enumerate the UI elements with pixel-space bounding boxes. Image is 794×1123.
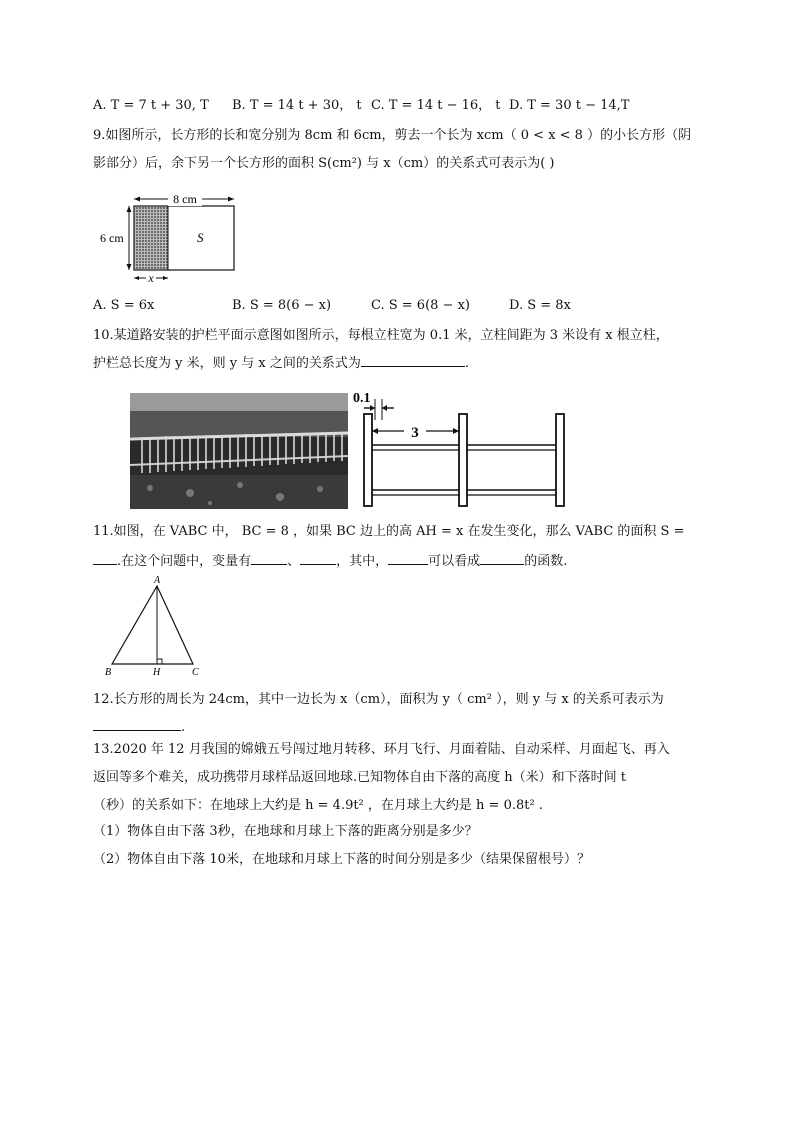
q11-variable1-blank[interactable] bbox=[251, 550, 287, 565]
q9-option-c: C. S = 6(8 − x) bbox=[371, 298, 470, 313]
q12-answer-blank[interactable] bbox=[93, 716, 181, 731]
post-width-label: 0.1 bbox=[353, 391, 371, 406]
post-1 bbox=[364, 414, 372, 506]
spacing-label: 3 bbox=[411, 425, 419, 441]
q13-text-line2: 返回等多个难关，成功携带月球样品返回地球.已知物体自由下落的高度 h（米）和下落时间 t bbox=[93, 770, 626, 785]
foot-h-label: H bbox=[153, 667, 161, 678]
q11-independent-blank[interactable] bbox=[480, 550, 524, 565]
q9-option-a: A. S = 6x bbox=[93, 298, 155, 313]
vertex-a-label: A bbox=[154, 575, 161, 586]
q11-text-line2: .在这个问题中，变量有 、 ，其中， 可以看成 的函数. bbox=[93, 550, 567, 572]
q11-triangle-figure bbox=[100, 574, 210, 678]
q9-option-b: B. S = 8(6 − x) bbox=[232, 298, 332, 313]
shaded-cut-region bbox=[134, 206, 168, 270]
post-3 bbox=[556, 414, 564, 506]
railing-photo bbox=[130, 393, 348, 509]
cut-length-label: x bbox=[148, 271, 154, 285]
vertex-b-label: B bbox=[105, 667, 112, 678]
height-label: 6 cm bbox=[100, 231, 124, 245]
q8-option-b: B. T = 14 t + 30， t bbox=[232, 98, 362, 113]
q9-text-line1: 9.如图所示，长方形的长和宽分别为 8cm 和 6cm，剪去一个长为 xcm（ 0 < x < 8 ）的小长方形（阴 bbox=[93, 128, 692, 143]
q9-text-line2: 影部分）后，余下另一个长方形的面积 S(cm²) 与 x（cm）的关系式可表示为( ) bbox=[93, 156, 555, 171]
q10-text-line2: 护栏总长度为 y 米，则 y 与 x 之间的关系式为 . bbox=[93, 352, 469, 374]
triangle-abc bbox=[112, 586, 193, 664]
q8-option-d: D. T = 30 t − 14,T bbox=[509, 98, 630, 113]
q13-subquestion-1: （1）物体自由下落 3秒，在地球和月球上下落的距离分别是多少？ bbox=[93, 824, 478, 839]
post-2 bbox=[459, 414, 467, 506]
q12-text-line1: 12.长方形的周长为 24cm，其中一边长为 x（cm），面积为 y（ cm² ），则 y 与 x 的关系可表示为 bbox=[93, 692, 664, 707]
q13-text-line1: 13.2020 年 12 月我国的嫦娥五号闯过地月转移、环月飞行、月面着陆、自动采样、月面起飞、再入 bbox=[93, 742, 670, 757]
q13-subquestion-2: （2）物体自由下落 10米，在地球和月球上下落的时间分别是多少（结果保留根号）？ bbox=[93, 852, 590, 867]
vertex-c-label: C bbox=[192, 667, 199, 678]
q10-text-line2-start: 护栏总长度为 y 米，则 y 与 x 之间的关系式为 bbox=[93, 356, 361, 371]
q13-text-line3: （秒）的关系如下：在地球上大约是 h = 4.9t² ，在月球上大约是 h = 0.8t² . bbox=[93, 798, 543, 813]
width-label: 8 cm bbox=[173, 192, 197, 206]
q11-area-blank[interactable] bbox=[93, 550, 117, 565]
q8-option-a: A. T = 7 t + 30, T bbox=[93, 98, 209, 113]
q9-option-d: D. S = 8x bbox=[509, 298, 571, 313]
q11-dependent-blank[interactable] bbox=[388, 550, 428, 565]
q10-text-line1: 10.某道路安装的护栏平面示意图如图所示，每根立柱宽为 0.1 米，立柱间距为 3 米设有 x 根立柱， bbox=[93, 328, 669, 343]
q9-rectangle-figure bbox=[100, 192, 240, 292]
area-label: S bbox=[197, 230, 204, 245]
q11-text-line1: 11.如图，在 VABC 中， BC = 8 ，如果 BC 边上的高 AH = x 在发生变化，那么 VABC 的面积 S = bbox=[93, 524, 685, 539]
q11-variable2-blank[interactable] bbox=[300, 550, 336, 565]
q8-option-c: C. T = 14 t − 16， t bbox=[371, 98, 501, 113]
q10-answer-blank[interactable] bbox=[361, 352, 465, 367]
q12-text-line2: . bbox=[93, 716, 185, 738]
railing-schematic bbox=[352, 386, 574, 510]
